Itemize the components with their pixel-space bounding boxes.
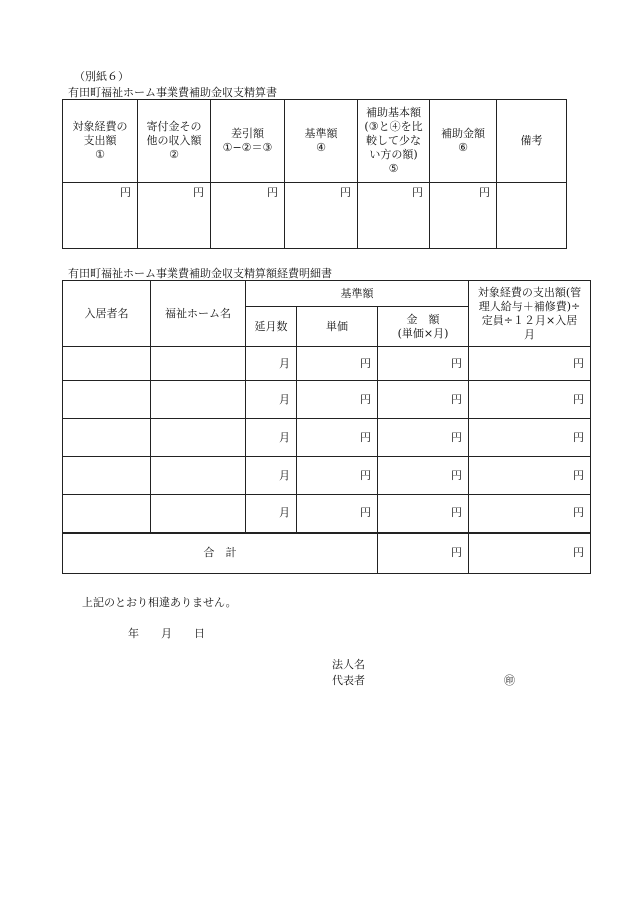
cell-amount[interactable]: 円 — [378, 347, 469, 381]
cell-resident-name[interactable] — [63, 457, 151, 495]
date-line: 年 月 日 — [128, 627, 205, 640]
cell-months[interactable]: 月 — [246, 419, 297, 457]
cell-months[interactable]: 月 — [246, 381, 297, 419]
table1-title: 有田町福祉ホーム事業費補助金収支精算書 — [68, 86, 277, 99]
header-base-subsidy: 補助基本額 (③と④を比 較して少な い方の額) ⑤ — [358, 100, 430, 183]
cell-base-subsidy[interactable]: 円 — [358, 183, 430, 249]
header-amount: 金 額 (単価×月) — [378, 307, 469, 347]
total-row — [63, 533, 591, 574]
cell-home-name[interactable] — [151, 381, 246, 419]
expense-detail-table — [62, 280, 591, 574]
cell-unit-price[interactable]: 円 — [297, 347, 378, 381]
cell-home-name[interactable] — [151, 419, 246, 457]
cell-target-expense[interactable]: 円 — [469, 381, 591, 419]
seal-mark: ㊞ — [504, 674, 515, 687]
table2-title: 有田町福祉ホーム事業費補助金収支精算額経費明細書 — [68, 267, 332, 280]
table-row — [63, 381, 591, 419]
cell-resident-name[interactable] — [63, 347, 151, 381]
header-home-name: 福祉ホーム名 — [151, 281, 246, 347]
cell-resident-name[interactable] — [63, 419, 151, 457]
cell-unit-price[interactable]: 円 — [297, 419, 378, 457]
cell-months[interactable]: 月 — [246, 347, 297, 381]
cell-amount[interactable]: 円 — [378, 495, 469, 533]
cell-resident-name[interactable] — [63, 495, 151, 533]
header-difference: 差引額 ①−②＝③ — [211, 100, 285, 183]
cell-home-name[interactable] — [151, 495, 246, 533]
certification-text: 上記のとおり相違ありません。 — [82, 596, 237, 609]
cell-months[interactable]: 月 — [246, 495, 297, 533]
header-target-expense: 対象経費の支出額(管 理人給与＋補修費)÷ 定員÷１２月×入居 月 — [469, 281, 591, 347]
cell-unit-price[interactable]: 円 — [297, 457, 378, 495]
cell-donation-income[interactable]: 円 — [138, 183, 211, 249]
attachment-label: （別紙６） — [74, 70, 129, 83]
header-months: 延月数 — [246, 307, 297, 347]
header-unit-price: 単価 — [297, 307, 378, 347]
cell-home-name[interactable] — [151, 347, 246, 381]
cell-expense-amount[interactable]: 円 — [63, 183, 138, 249]
cell-target-expense[interactable]: 円 — [469, 457, 591, 495]
header-expense-amount: 対象経費の 支出額 ① — [63, 100, 138, 183]
cell-difference[interactable]: 円 — [211, 183, 285, 249]
total-label: 合 計 — [63, 533, 378, 574]
representative-label: 代表者 — [332, 674, 365, 687]
cell-target-expense[interactable]: 円 — [469, 347, 591, 381]
header-kijun-amount: 基準額 — [246, 281, 469, 307]
header-remarks: 備考 — [497, 100, 567, 183]
cell-amount[interactable]: 円 — [378, 381, 469, 419]
table-row — [63, 419, 591, 457]
header-resident-name: 入居者名 — [63, 281, 151, 347]
cell-unit-price[interactable]: 円 — [297, 381, 378, 419]
cell-subsidy-amount[interactable]: 円 — [430, 183, 497, 249]
cell-target-expense[interactable]: 円 — [469, 495, 591, 533]
table-row — [63, 347, 591, 381]
cell-remarks[interactable] — [497, 183, 567, 249]
cell-amount[interactable]: 円 — [378, 419, 469, 457]
table-row — [63, 457, 591, 495]
settlement-table — [62, 99, 567, 249]
corporation-name-label: 法人名 — [332, 658, 365, 671]
cell-resident-name[interactable] — [63, 381, 151, 419]
cell-target-expense[interactable]: 円 — [469, 419, 591, 457]
cell-months[interactable]: 月 — [246, 457, 297, 495]
header-standard-amount: 基準額 ④ — [285, 100, 358, 183]
table-row — [63, 495, 591, 533]
header-subsidy-amount: 補助金額 ⑥ — [430, 100, 497, 183]
cell-standard-amount[interactable]: 円 — [285, 183, 358, 249]
header-donation-income: 寄付金その 他の収入額 ② — [138, 100, 211, 183]
cell-unit-price[interactable]: 円 — [297, 495, 378, 533]
cell-home-name[interactable] — [151, 457, 246, 495]
total-amount[interactable]: 円 — [378, 533, 469, 574]
cell-amount[interactable]: 円 — [378, 457, 469, 495]
total-target-expense[interactable]: 円 — [469, 533, 591, 574]
